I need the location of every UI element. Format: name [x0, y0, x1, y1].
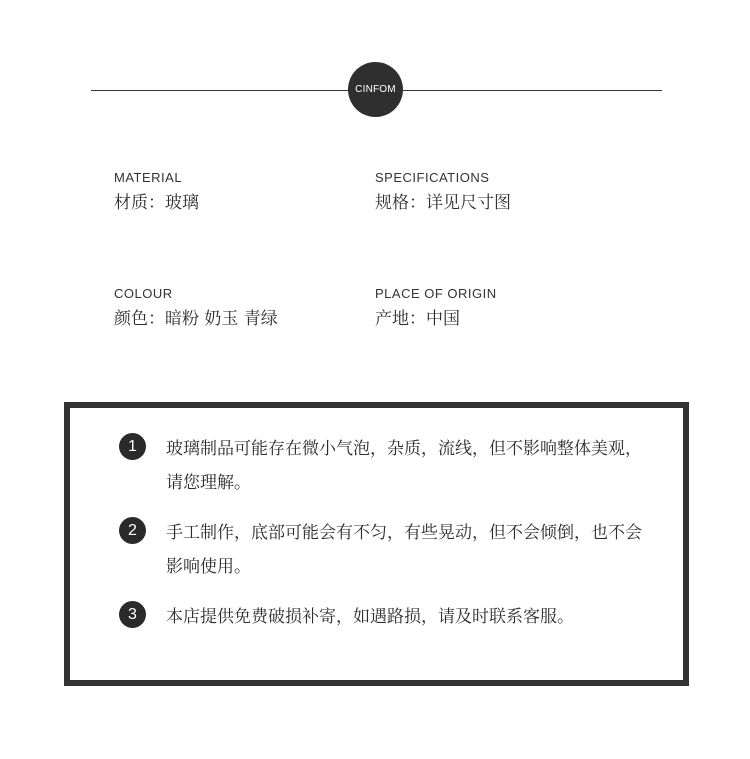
spec-origin: [375, 286, 497, 329]
header-divider-left: [91, 90, 349, 91]
spec-material: [114, 170, 199, 213]
brand-name: CINFOM: [355, 84, 396, 95]
spec-material-value: 材质：玻璃: [114, 193, 199, 213]
spec-specifications-label: SPECIFICATIONS: [375, 170, 490, 185]
spec-colour-value: 颜色：暗粉 奶玉 青绿: [114, 309, 278, 329]
header-divider-right: [401, 90, 662, 91]
notice-box: [64, 402, 689, 686]
notice-text-1: 玻璃制品可能存在微小气泡，杂质，流线，但不影响整体美观，请您理解。: [166, 439, 642, 493]
spec-material-label: MATERIAL: [114, 170, 183, 185]
number-badge-2: 2: [119, 517, 146, 544]
spec-specifications-value: 规格：详见尺寸图: [375, 193, 511, 213]
number-badge-3: 3: [119, 601, 146, 628]
spec-origin-label: PLACE OF ORIGIN: [375, 286, 497, 301]
spec-specifications: [375, 170, 511, 213]
spec-colour: [114, 286, 278, 329]
spec-colour-label: COLOUR: [114, 286, 173, 301]
spec-origin-value: 产地：中国: [375, 309, 460, 329]
notice-text-2: 手工制作，底部可能会有不匀，有些晃动，但不会倾倒，也不会影响使用。: [166, 523, 642, 577]
notice-text-3: 本店提供免费破损补寄，如遇路损，请及时联系客服。: [166, 607, 574, 627]
brand-badge: [348, 62, 403, 117]
number-badge-1: 1: [119, 433, 146, 460]
